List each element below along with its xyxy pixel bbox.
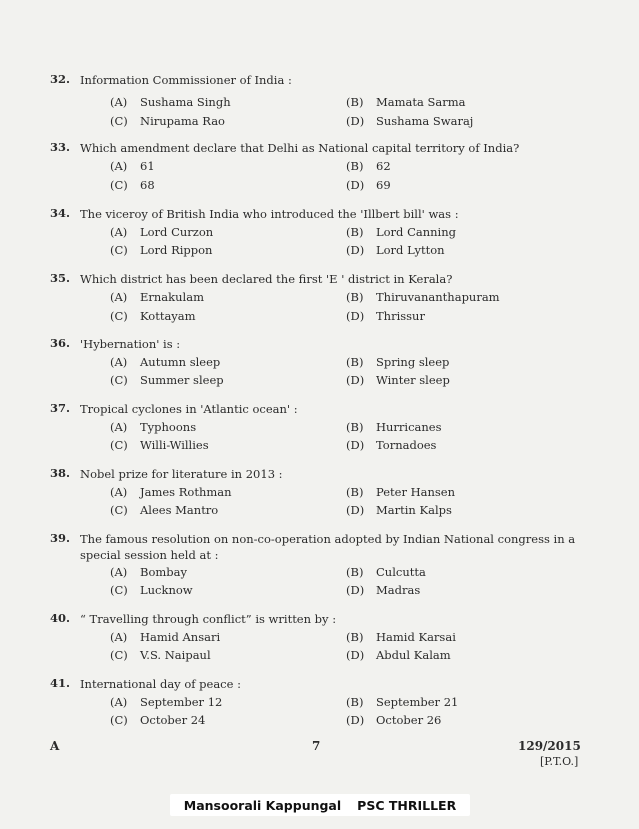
- option-d: (D) Sushama Swaraj: [346, 114, 474, 128]
- question-text: The viceroy of British India who introduced the 'Illbert bill' was :: [80, 207, 459, 221]
- option-d: (D) Thrissur: [346, 309, 425, 323]
- option-b: (B) September 21: [346, 695, 459, 709]
- watermark-banner: [170, 794, 470, 816]
- option-b: (B) Lord Canning: [346, 225, 456, 239]
- option-a: (A) Autumn sleep: [110, 355, 221, 369]
- option-b: (B) Spring sleep: [346, 355, 450, 369]
- question-number: 33.: [50, 140, 71, 154]
- question-number: 36.: [50, 336, 71, 350]
- option-a: (A) 61: [110, 159, 155, 173]
- question-number: 35.: [50, 271, 71, 285]
- option-b: (B) Mamata Sarma: [346, 95, 466, 109]
- option-d: (D) October 26: [346, 713, 442, 727]
- option-a: (A) Lord Curzon: [110, 225, 214, 239]
- question-number: 39.: [50, 531, 71, 545]
- option-c: (C) Alees Mantro: [110, 503, 219, 517]
- question-number: 40.: [50, 611, 71, 625]
- question-number: 34.: [50, 206, 71, 220]
- option-b: (B) Hamid Karsai: [346, 630, 456, 644]
- option-c: (C) Lord Rippon: [110, 243, 213, 257]
- option-a: (A) September 12: [110, 695, 223, 709]
- question-text: “ Travelling through conflict” is written by :: [80, 612, 337, 626]
- question-text: Tropical cyclones in 'Atlantic ocean' :: [80, 402, 298, 416]
- option-c: (C) V.S. Naipaul: [110, 648, 211, 662]
- option-d: (D) Lord Lytton: [346, 243, 445, 257]
- question-text: The famous resolution on non-co-operation adopted by Indian National congress in a special session held at :: [80, 532, 576, 562]
- option-c: (C) Willi-Willies: [110, 438, 209, 452]
- question-number: 32.: [50, 72, 71, 86]
- option-a: (A) Sushama Singh: [110, 95, 231, 109]
- banner-author: Mansoorali Kappungal: [183, 797, 342, 813]
- question-number: 38.: [50, 466, 71, 480]
- option-c: (C) Summer sleep: [110, 373, 224, 387]
- question-text: Which amendment declare that Delhi as National capital territory of India?: [80, 141, 520, 155]
- pto-note: [P.T.O.]: [540, 755, 579, 768]
- option-d: (D) Winter sleep: [346, 373, 450, 387]
- option-a: (A) Typhoons: [110, 420, 197, 434]
- option-c: (C) 68: [110, 178, 155, 192]
- option-b: (B) Culcutta: [346, 565, 426, 579]
- option-c: (C) October 24: [110, 713, 206, 727]
- option-c: (C) Lucknow: [110, 583, 193, 597]
- question-text: 'Hybernation' is :: [80, 337, 181, 351]
- option-d: (D) Martin Kalps: [346, 503, 452, 517]
- option-d: (D) Tornadoes: [346, 438, 437, 452]
- option-b: (B) Peter Hansen: [346, 485, 456, 499]
- option-c: (C) Kottayam: [110, 309, 196, 323]
- option-a: (A) James Rothman: [110, 485, 232, 499]
- question-text: Nobel prize for literature in 2013 :: [80, 467, 283, 481]
- question-text: Information Commissioner of India :: [80, 73, 292, 87]
- option-a: (A) Bombay: [110, 565, 187, 579]
- question-text: Which district has been declared the first 'E ' district in Kerala?: [80, 272, 453, 286]
- option-d: (D) Madras: [346, 583, 421, 597]
- question-number: 41.: [50, 676, 71, 690]
- page-number: 7: [312, 739, 321, 753]
- option-b: (B) 62: [346, 159, 391, 173]
- paper-code: 129/2015: [518, 739, 581, 753]
- option-d: (D) Abdul Kalam: [346, 648, 451, 662]
- option-a: (A) Hamid Ansari: [110, 630, 221, 644]
- option-a: (A) Ernakulam: [110, 290, 204, 304]
- series-code: A: [50, 739, 60, 753]
- question-text: International day of peace :: [80, 677, 241, 691]
- option-c: (C) Nirupama Rao: [110, 114, 225, 128]
- option-b: (B) Thiruvananthapuram: [346, 290, 500, 304]
- option-d: (D) 69: [346, 178, 391, 192]
- banner-brand: PSC THRILLER: [357, 797, 457, 813]
- option-b: (B) Hurricanes: [346, 420, 442, 434]
- question-number: 37.: [50, 401, 71, 415]
